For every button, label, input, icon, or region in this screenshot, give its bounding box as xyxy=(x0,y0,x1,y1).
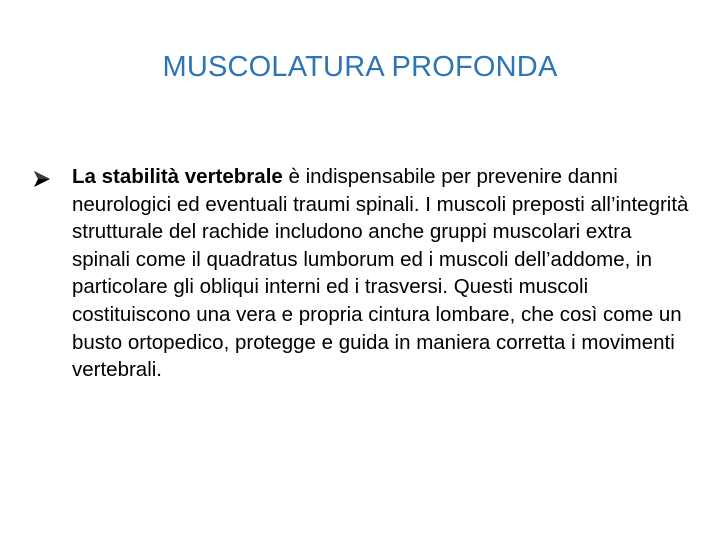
bullet-text: è indispensabile per prevenire danni neurologici ed eventuali traumi spinali. I muscoli preposti all’integrità strutturale del rachide includono anche gruppi muscolari extra spinali come il quadratus lumborum ed i muscoli dell’addome, in particolare gli obliqui interni ed i trasversi. Questi muscoli costituiscono una vera e propria cintura lombare, che così come un busto ortopedico, protegge e guida in maniera corretta i movimenti vertebrali. xyxy=(72,165,689,382)
slide-body xyxy=(32,163,692,384)
bullet-item xyxy=(32,163,692,384)
arrow-bullet-icon xyxy=(32,168,52,186)
slide-title: MUSCOLATURA PROFONDA xyxy=(162,51,558,83)
bullet-bold-text: La stabilità vertebrale xyxy=(72,165,283,188)
